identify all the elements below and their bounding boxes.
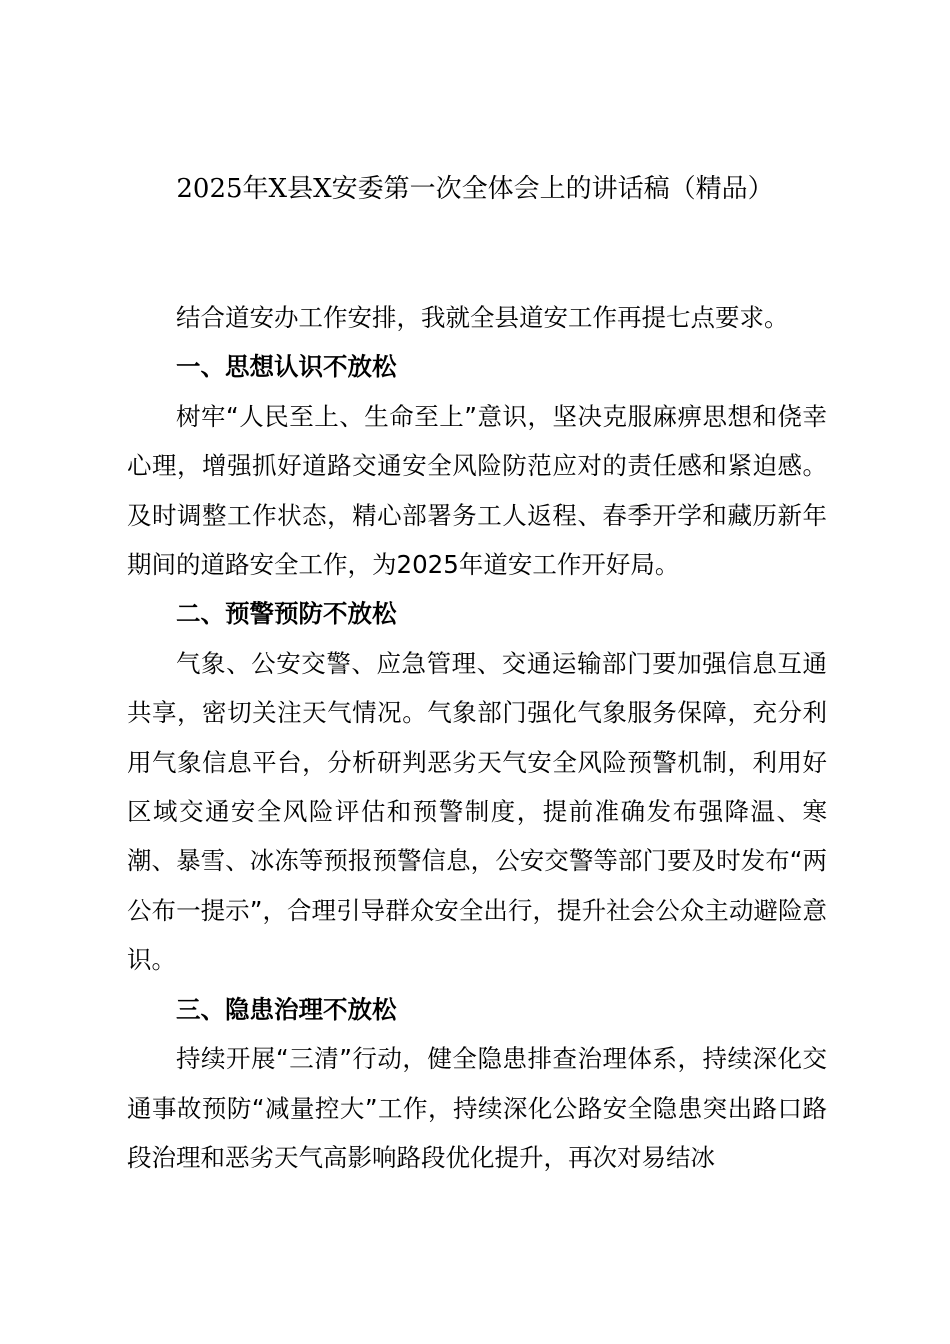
section-paragraph-3: 持续开展“三清”行动，健全隐患排查治理体系，持续深化交通事故预防“减量控大”工作，持续深化公路安全隐患突出路口路段治理和恶劣天气高影响路段优化提升，再次对易结冰 (127, 1044, 827, 1172)
section-heading-3: 三、隐患治理不放松 (176, 994, 397, 1024)
section-heading-2: 二、预警预防不放松 (176, 599, 397, 629)
section-paragraph-1: 树牢“人民至上、生命至上”意识，坚决克服麻痹思想和侥幸心理，增强抓好道路交通安全风险防范应对的责任感和紧迫感。及时调整工作状态，精心部署务工人返程、春季开学和藏历新年期间的道路安全工作，为2025年道安工作开好局。 (127, 401, 827, 580)
section-heading-1: 一、思想认识不放松 (176, 352, 397, 382)
document-title: 2025年X县X安委第一次全体会上的讲话稿（精品） (176, 174, 774, 204)
section-paragraph-2: 气象、公安交警、应急管理、交通运输部门要加强信息互通共享，密切关注天气情况。气象部门强化气象服务保障，充分利用气象信息平台，分析研判恶劣天气安全风险预警机制，利用好区域交通安全风险评估和预警制度，提前准确发布强降温、寒潮、暴雪、冰冻等预报预警信息，公安交警等部门要及时发布“两公布一提示”，合理引导群众安全出行，提升社会公众主动避险意识。 (127, 648, 827, 975)
intro-paragraph: 结合道安办工作安排，我就全县道安工作再提七点要求。 (176, 303, 789, 332)
document-body (127, 293, 827, 1182)
